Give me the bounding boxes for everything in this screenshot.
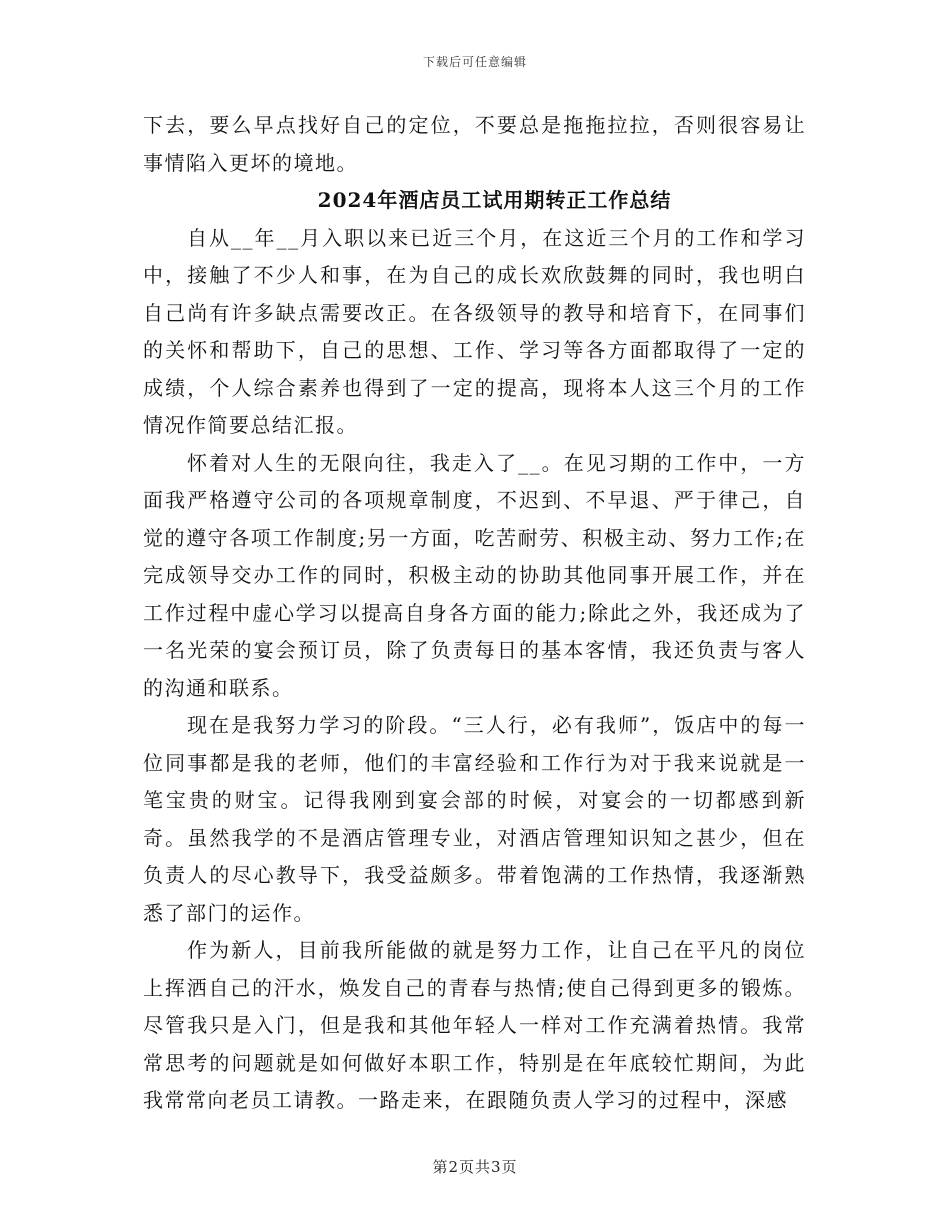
document-body bbox=[143, 107, 806, 1120]
page-header-note: 下载后可任意编辑 bbox=[422, 55, 527, 69]
body-paragraph-1: 自从__年__月入职以来已近三个月，在这近三个月的工作和学习中，接触了不少人和事，在为自己的成长欢欣鼓舞的同时，我也明白自己尚有许多缺点需要改正。在各级领导的教导和培育下，在同事们的关怀和帮助下，自己的思想、工作、学习等各方面都取得了一定的成绩，个人综合素养也得到了一定的提高，现将本人这三个月的工作情况作简要总结汇报。 bbox=[143, 225, 806, 437]
body-paragraph-4: 作为新人，目前我所能做的就是努力工作，让自己在平凡的岗位上挥洒自己的汗水，焕发自己的青春与热情;使自己得到更多的锻炼。尽管我只是入门，但是我和其他年轻人一样对工作充满着热情。我常常思考的问题就是如何做好本职工作，特别是在年底较忙期间，为此我常常向老员工请教。一路走来，在跟随负责人学习的过程中，深感 bbox=[143, 938, 806, 1112]
body-paragraph-2: 怀着对人生的无限向往，我走入了__。在见习期的工作中，一方面我严格遵守公司的各项规章制度，不迟到、不早退、严于律己，自觉的遵守各项工作制度;另一方面，吃苦耐劳、积极主动、努力工作;在完成领导交办工作的同时，积极主动的协助其他同事开展工作，并在工作过程中虚心学习以提高自身各方面的能力;除此之外，我还成为了一名光荣的宴会预订员，除了负责每日的基本客情，我还负责与客人的沟通和联系。 bbox=[143, 450, 806, 700]
continuation-paragraph: 下去，要么早点找好自己的定位，不要总是拖拖拉拉，否则很容易让事情陷入更坏的境地。 bbox=[143, 113, 806, 175]
document-title: 2024年酒店员工试用期转正工作总结 bbox=[317, 188, 672, 212]
page-number-footer: 第2页共3页 bbox=[432, 1158, 518, 1176]
body-paragraph-3: 现在是我努力学习的阶段。“三人行，必有我师”，饭店中的每一位同事都是我的老师，他们的丰富经验和工作行为对于我来说就是一笔宝贵的财宝。记得我刚到宴会部的时候，对宴会的一切都感到新奇。虽然我学的不是酒店管理专业，对酒店管理知识知之甚少，但在负责人的尽心教导下，我受益颇多。带着饱满的工作热情，我逐渐熟悉了部门的运作。 bbox=[143, 713, 806, 925]
